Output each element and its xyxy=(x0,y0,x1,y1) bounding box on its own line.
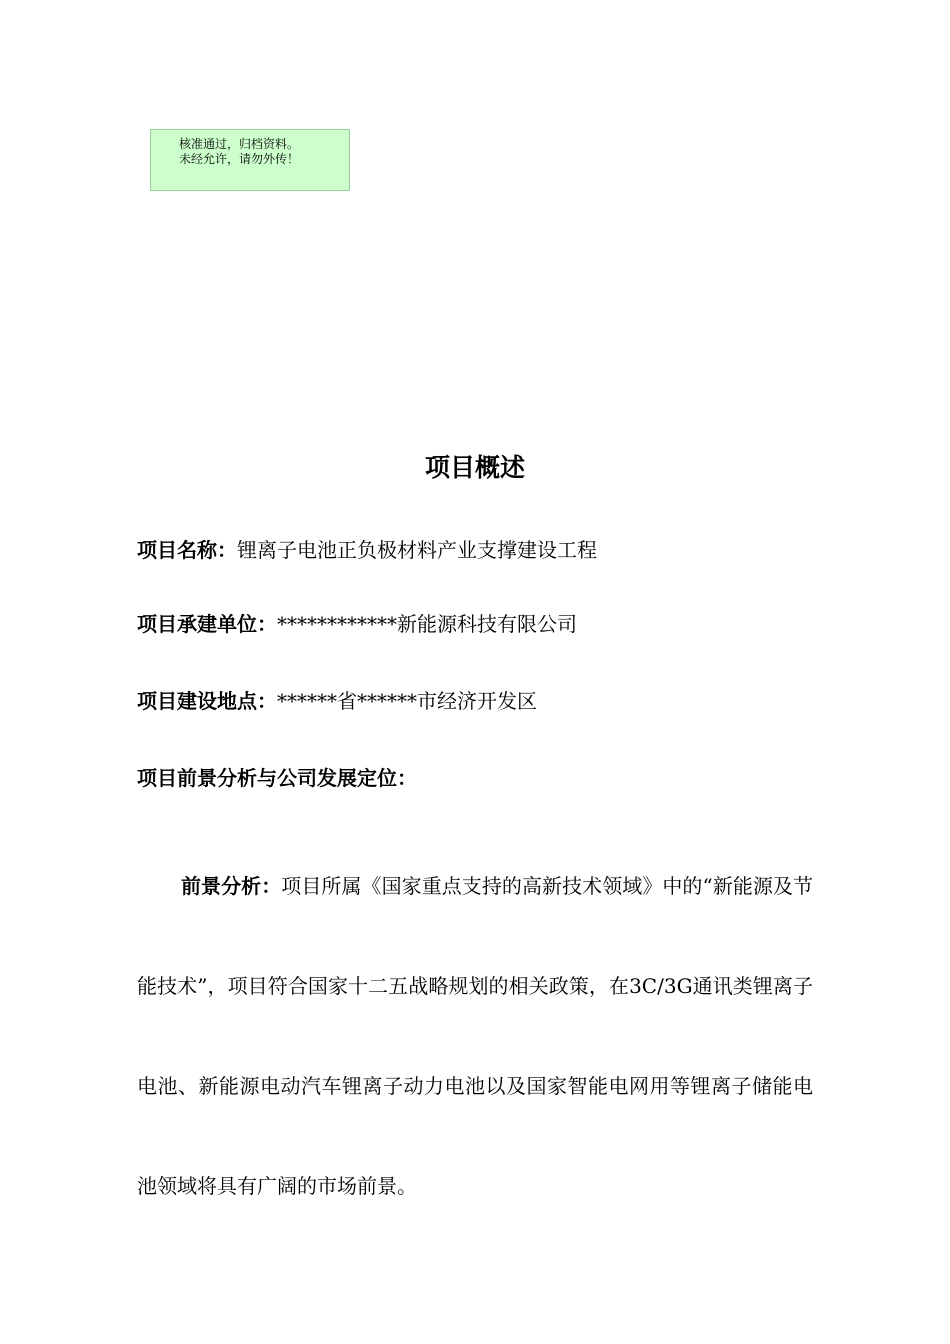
stamp-line-1: 核准通过，归档资料。 xyxy=(179,137,300,151)
field-value: ******省******市经济开发区 xyxy=(277,689,537,713)
field-contractor xyxy=(137,609,577,639)
paragraph-text: 项目所属《国家重点支持的高新技术领域》中的“新能源及节能技术”，项目符合国家十二五战略规划的相关政策，在3C/3G通讯类锂离子电池、新能源电动汽车锂离子动力电池以及国家智能电网用等锂离子储能电池领域将具有广阔的市场前景。 xyxy=(137,874,814,1198)
field-location xyxy=(137,686,537,716)
document-title: 项目概述 xyxy=(424,453,525,482)
prospect-paragraph xyxy=(137,836,813,1236)
field-label: 项目承建单位： xyxy=(137,612,277,636)
paragraph-label: 前景分析： xyxy=(181,874,282,898)
stamp-line-2: 未经允许，请勿外传！ xyxy=(179,152,300,166)
field-label: 项目建设地点： xyxy=(137,689,277,713)
field-label: 项目名称： xyxy=(137,538,237,562)
field-label: 项目前景分析与公司发展定位： xyxy=(137,766,417,790)
field-value: 锂离子电池正负极材料产业支撑建设工程 xyxy=(237,538,597,562)
archive-stamp xyxy=(150,129,350,191)
field-prospect-heading xyxy=(137,763,417,793)
field-value: ************新能源科技有限公司 xyxy=(277,612,577,636)
field-project-name xyxy=(137,535,597,565)
